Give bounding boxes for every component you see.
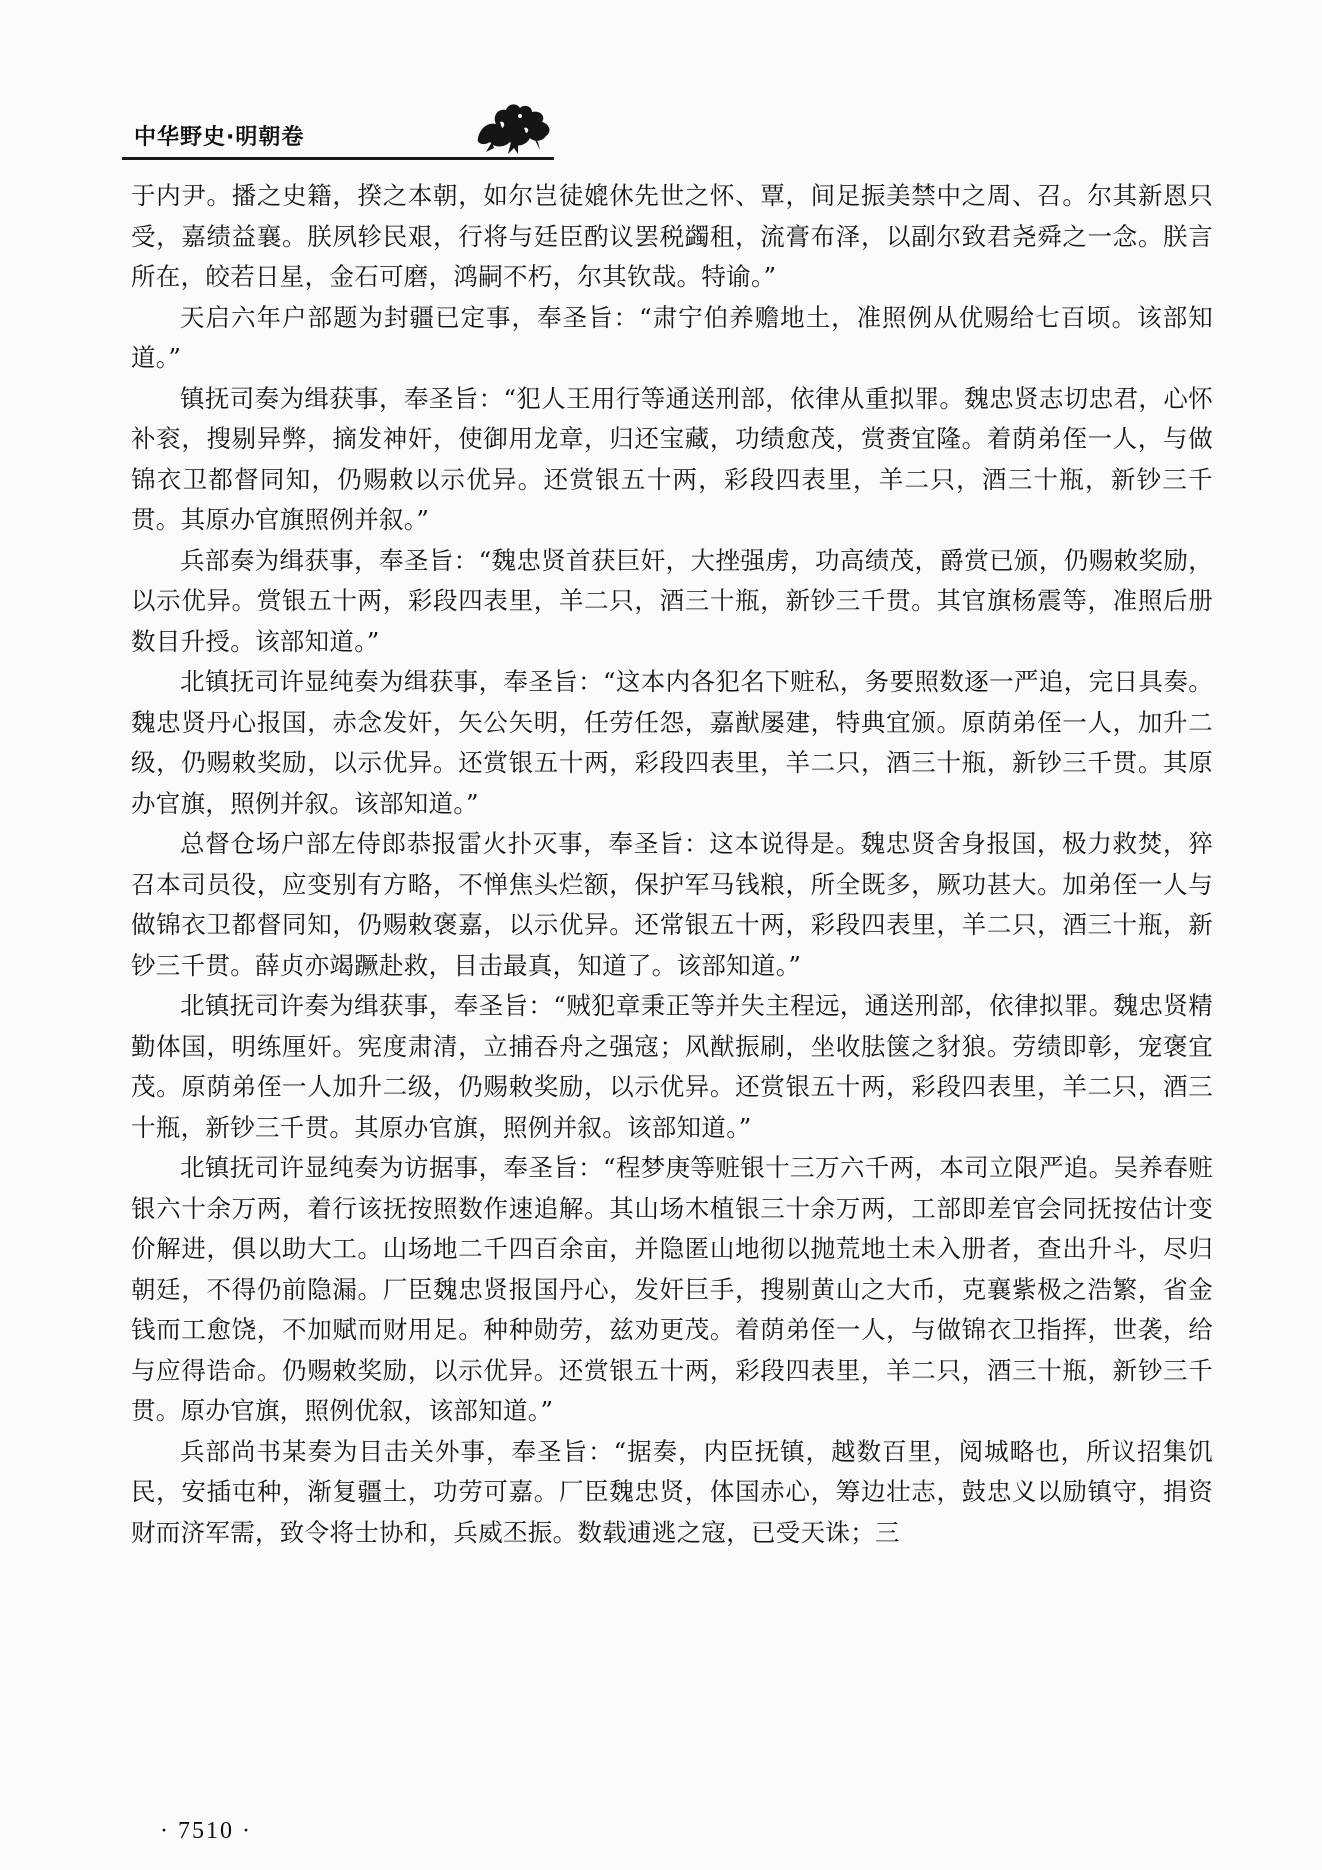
paragraph: 于内尹。播之史籍，揆之本朝，如尔岂徒媲休先世之怀、覃，间足振美禁中之周、召。尔其新恩只受，嘉绩益襄。朕夙轸民艰，行将与廷臣酌议罢税蠲租，流膏布泽，以副尔致君尧舜之一念。朕言所在，皎若日星，金石可磨，鸿嗣不朽，尔其钦哉。特谕。” bbox=[131, 181, 1213, 291]
header-rule bbox=[122, 157, 554, 160]
body-text bbox=[131, 176, 1213, 1553]
paragraph: 北镇抚司许显纯奏为访据事，奉圣旨：“程梦庚等赃银十三万六千两，本司立限严追。吴养春赃银六十余万两，着行该抚按照数作速追解。其山场木植银三十余万两，工部即差官会同抚按估计变价解进，俱以助大工。山场地二千四百余亩，并隐匿山地彻以抛荒地土未入册者，查出升斗，尽归朝廷，不得仍前隐漏。厂臣魏忠贤报国丹心，发奸巨手，搜剔黄山之大币，克襄紫极之浩繁，省金钱而工愈饶，不加赋而财用足。种种勋劳，兹劝更茂。着荫弟侄一人，与做锦衣卫指挥，世袭，给与应得诰命。仍赐敕奖励，以示优异。还赏银五十两，彩段四表里，羊二只，酒三十瓶，新钞三千贯。原办官旗，照例优叙，该部知道。” bbox=[131, 1153, 1213, 1425]
paragraph: 兵部奏为缉获事，奉圣旨：“魏忠贤首获巨奸，大挫强虏，功高绩茂，爵赏已颁，仍赐敕奖励，以示优异。赏银五十两，彩段四表里，羊二只，酒三十瓶，新钞三千贯。其官旗杨震等，准照后册数目升授。该部知道。” bbox=[131, 545, 1213, 656]
paragraph: 镇抚司奏为缉获事，奉圣旨：“犯人王用行等通送刑部，依律从重拟罪。魏忠贤志切忠君，心怀补衮，搜剔异弊，摘发神奸，使御用龙章，归还宝藏，功绩愈茂，赏赉宜隆。着荫弟侄一人，与做锦衣卫都督同知，仍赐敕以示优异。还赏银五十两，彩段四表里，羊二只，酒三十瓶，新钞三千贯。其原办官旗照例并叙。” bbox=[131, 383, 1213, 534]
paragraph: 兵部尚书某奏为目击关外事，奉圣旨：“据奏，内臣抚镇，越数百里，阅城略也，所议招集饥民，安插屯种，渐复疆土，功劳可嘉。厂臣魏忠贤，体国赤心，筹边壮志，鼓忠义以励镇守，捐资财而济军需，致令将士协和，兵威丕振。数载逋逃之寇，已受天诛；三 bbox=[131, 1436, 1213, 1547]
paragraph: 北镇抚司许显纯奏为缉获事，奉圣旨：“这本内各犯名下赃私，务要照数逐一严追，完日具奏。魏忠贤丹心报国，赤念发奸，矢公矢明，任劳任怨，嘉猷屡建，特典宜颁。原荫弟侄一人，加升二级，仍赐敕奖励，以示优异。还赏银五十两，彩段四表里，羊二只，酒三十瓶，新钞三千贯。其原办官旗，照例并叙。该部知道。” bbox=[131, 667, 1213, 818]
dragon-icon bbox=[472, 98, 556, 156]
paragraph: 北镇抚司许奏为缉获事，奉圣旨：“贼犯章秉正等并失主程远，通送刑部，依律拟罪。魏忠贤精勤体国，明练厘奸。宪度肃清，立捕吞舟之强寇；风猷振刷，坐收胠箧之豺狼。劳绩即彰，宠褒宜茂。原荫弟侄一人加升二级，仍赐敕奖励，以示优异。还赏银五十两，彩段四表里，羊二只，酒三十瓶，新钞三千贯。其原办官旗，照例并叙。该部知道。” bbox=[131, 991, 1213, 1142]
page-number: · 7510 · bbox=[160, 1818, 252, 1844]
paragraph: 总督仓场户部左侍郎恭报雷火扑灭事，奉圣旨：这本说得是。魏忠贤舍身报国，极力救焚，猝召本司员役，应变别有方略，不惮焦头烂额，保护军马钱粮，所全既多，厥功甚大。加弟侄一人与做锦衣卫都督同知，仍赐敕褒嘉，以示优异。还常银五十两，彩段四表里，羊二只，酒三十瓶，新钞三千贯。薛贞亦竭蹶赴救，目击最真，知道了。该部知道。” bbox=[131, 829, 1213, 980]
book-title: 中华野史·明朝卷 bbox=[134, 125, 305, 150]
running-header bbox=[122, 92, 554, 162]
paragraph: 天启六年户部题为封疆已定事，奉圣旨：“肃宁伯养赡地土，准照例从优赐给七百顷。该部知道。” bbox=[131, 302, 1213, 372]
